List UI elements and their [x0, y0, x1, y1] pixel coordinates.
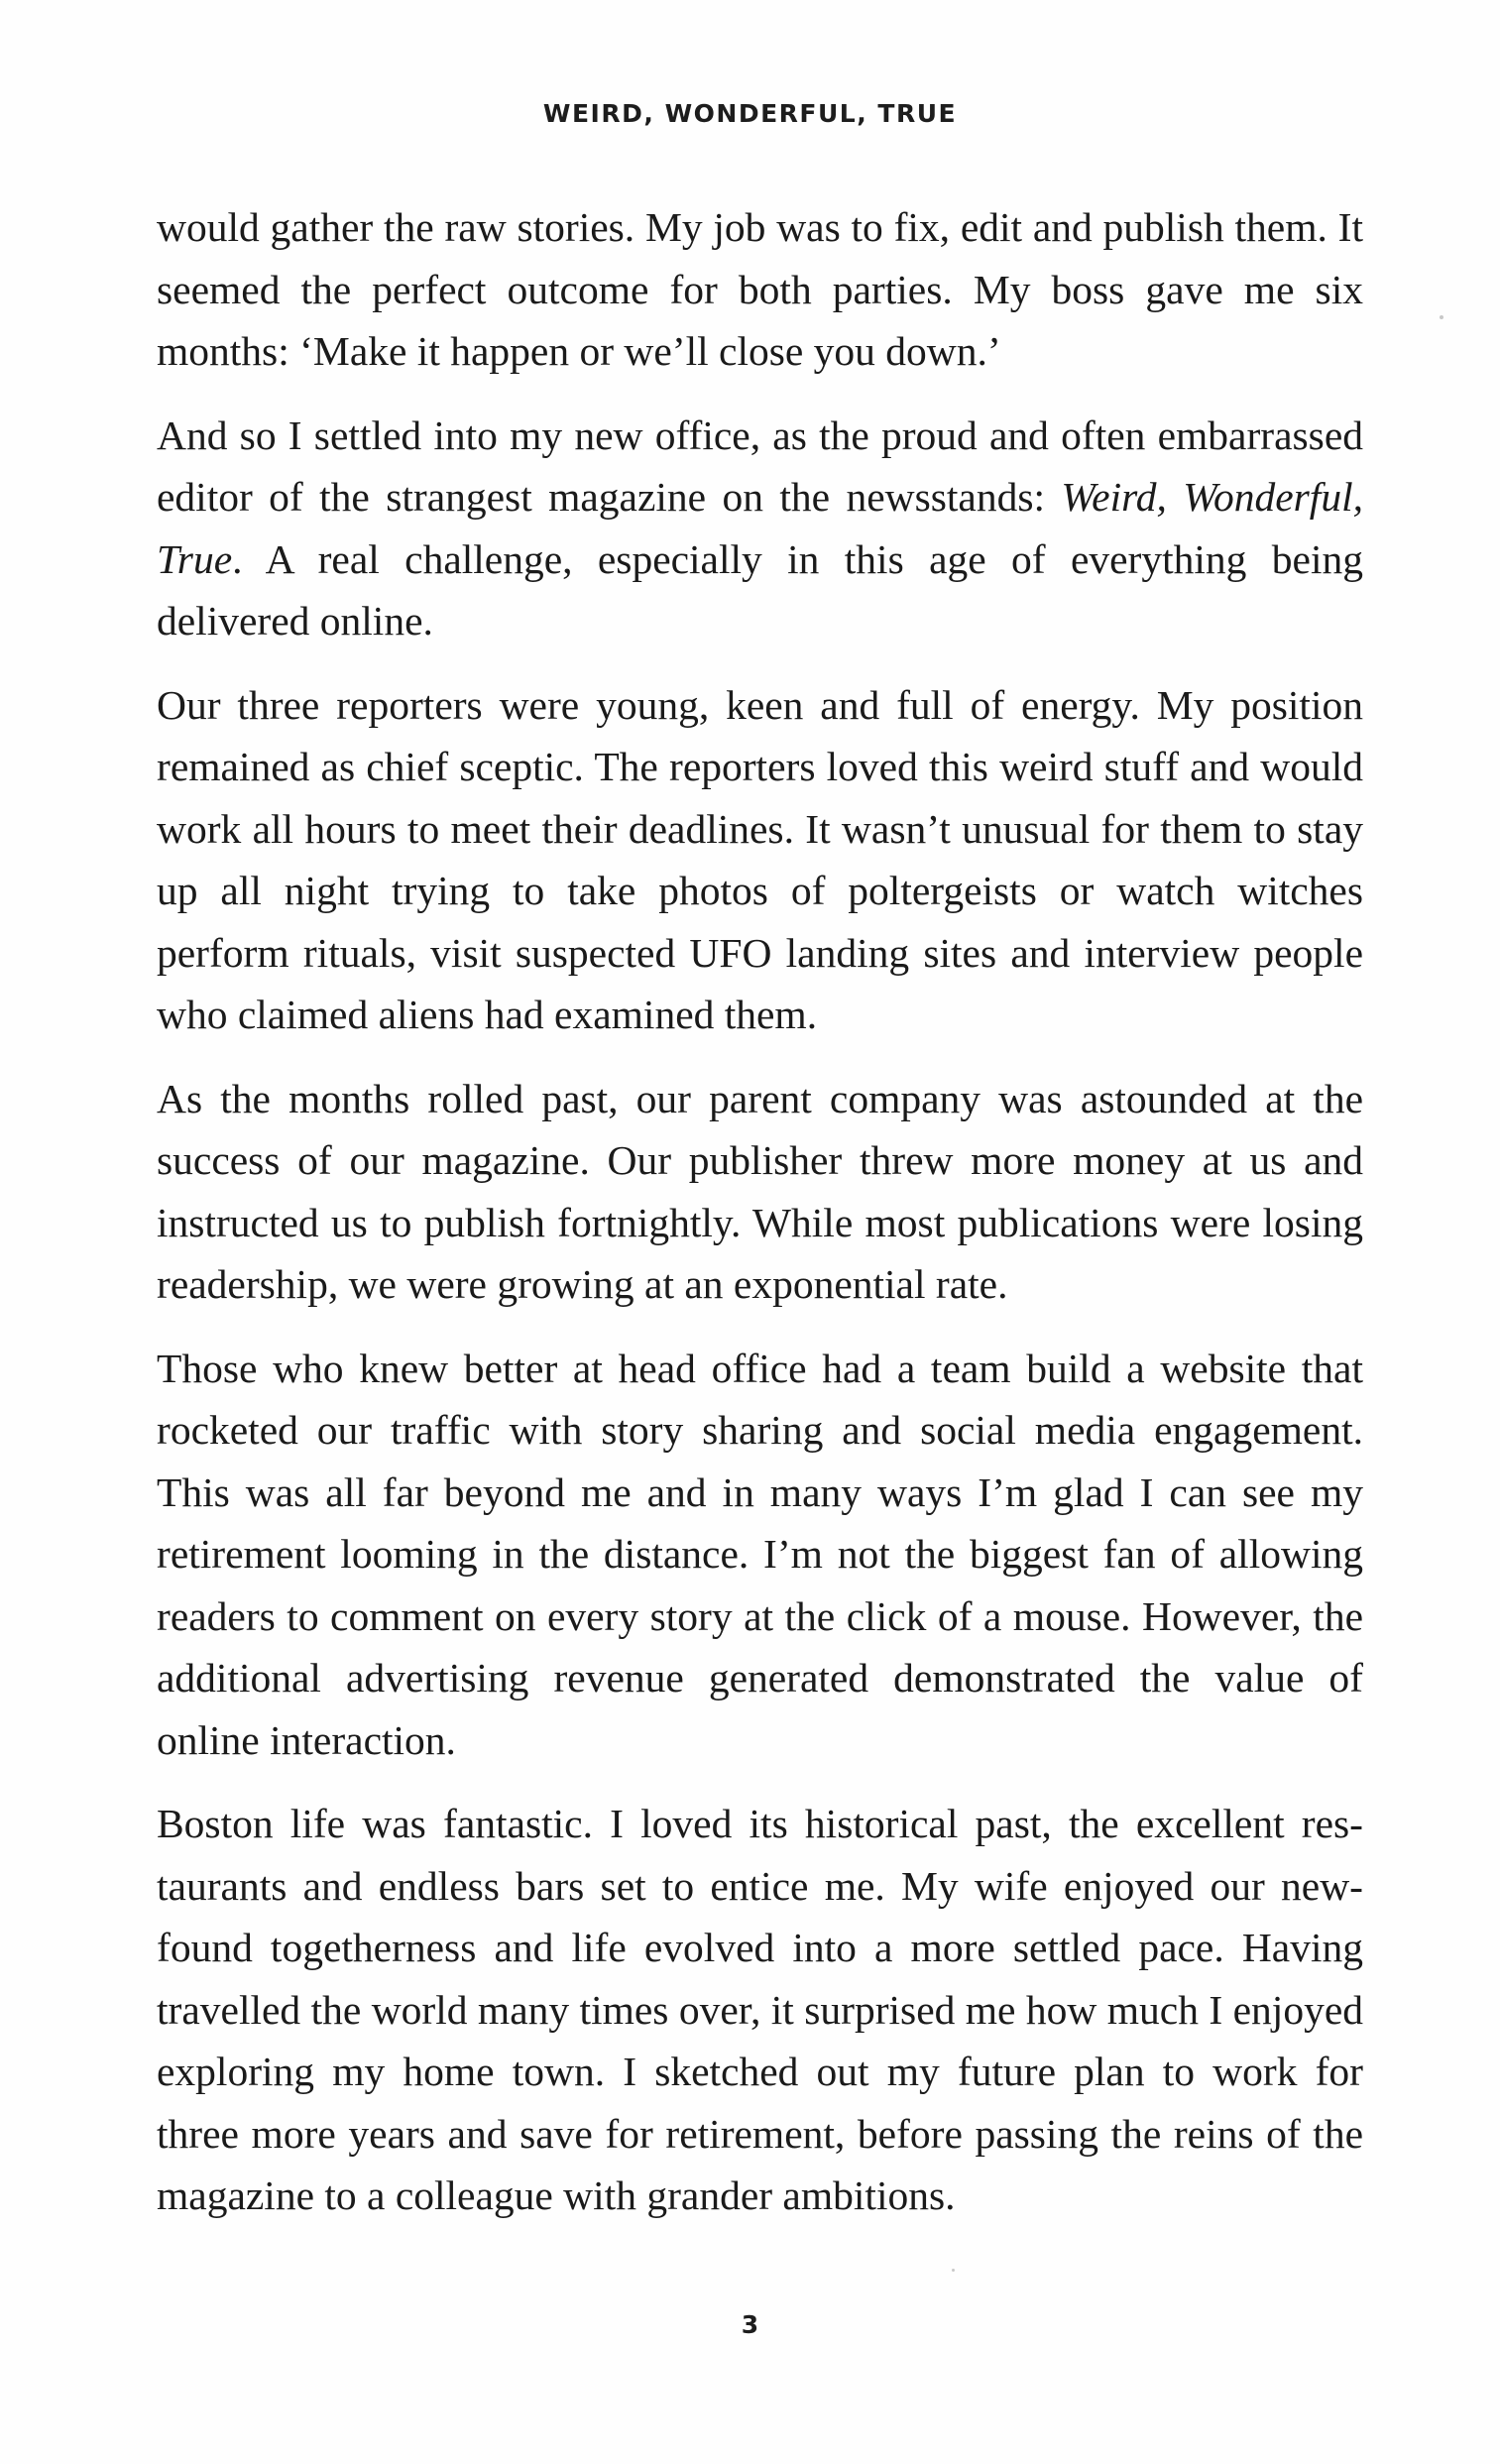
paper-speck — [952, 2269, 955, 2272]
paragraph-2-after: . A real challenge, especially in this age of everything being delivered online. — [157, 535, 1363, 644]
body-text — [157, 196, 1363, 2249]
page-number: 3 — [741, 2310, 759, 2339]
paragraph-5: Those who knew better at head office had a team build a website that rocketed our traffic with story sharing and social media engagement. This was all far beyond me and in many ways I’m glad I can see my retirement looming in the distance. I’m not the biggest fan of allowing readers to comment on every story at the click of a mouse. However, the additional advertising revenue generated demonstrated the value of online interaction. — [157, 1345, 1363, 1763]
paragraph-6: Boston life was fantastic. I loved its historical past, the excellent restaurants and endless bars set to entice me. My wife enjoyed our newfound togetherness and life evolved into a more settled pace. Having travelled the world many times over, it surprised me how much I enjoyed exploring my home town. I sketched out my future plan to work for three more years and save for retirement, before passing the reins of the magazine to a colleague with grander ambitions. — [157, 1801, 1363, 2218]
running-head: WEIRD, WONDERFUL, TRUE — [542, 99, 958, 128]
paragraph-2 — [157, 405, 1363, 652]
paragraph-1: would gather the raw stories. My job was to fix, edit and publish them. It seemed the perfect outcome for both parties. My boss gave me six months: ‘Make it happen or we’ll close you down.’ — [157, 204, 1363, 374]
paper-speck — [1440, 315, 1443, 319]
paragraph-2-before: And so I settled into my new office, as the proud and often embarrassed editor of the strangest magazine on the newsstands: — [157, 411, 1363, 520]
paragraph-3: Our three reporters were young, keen and full of energy. My position remained as chief sceptic. The reporters loved this weird stuff and would work all hours to meet their deadlines. It wasn’t unusual for them to stay up all night trying to take photos of poltergeists or watch witches perform rituals, visit suspected UFO landing sites and interview people who claimed aliens had examined them. — [157, 681, 1363, 1037]
paragraph-4: As the months rolled past, our parent company was astounded at the success of our magazine. Our publisher threw more money at us and instructed us to publish fortnightly. While most publications were losing readership, we were growing at an exponential rate. — [157, 1075, 1363, 1307]
magazine-title-italic: Weird, Wonderful, True — [157, 474, 1363, 582]
